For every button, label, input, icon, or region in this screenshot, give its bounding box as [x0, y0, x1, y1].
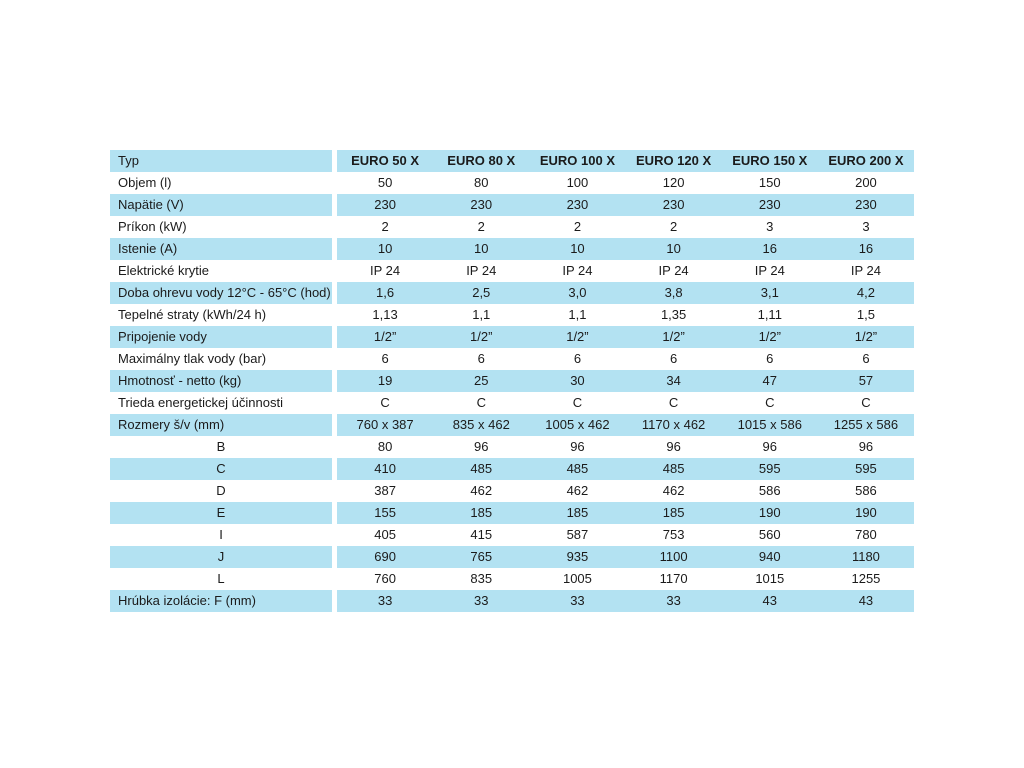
value-cell: 595 [855, 461, 877, 476]
value-cell: 1015 [755, 571, 785, 586]
value-cell: IP 24 [370, 263, 401, 278]
value-cell: 462 [662, 483, 685, 498]
value-cell: 1/2” [470, 329, 493, 344]
values-block [337, 216, 914, 238]
header-row [110, 150, 914, 172]
values-block [337, 348, 914, 370]
header-label: Typ [110, 150, 332, 172]
value-cell: 100 [566, 175, 589, 190]
table-row [110, 260, 914, 282]
table-row [110, 480, 914, 502]
value-cell: 1005 [562, 571, 592, 586]
value-cell: 230 [374, 197, 396, 212]
value-cell: IP 24 [466, 263, 497, 278]
values-block [337, 590, 914, 612]
value-cell: 25 [474, 373, 489, 388]
values-block [337, 392, 914, 414]
row-label: Hrúbka izolácie: F (mm) [110, 590, 332, 612]
value-cell: 3 [766, 219, 774, 234]
value-cell: 1170 x 462 [641, 417, 706, 432]
value-cell: 50 [377, 175, 393, 190]
value-cell: 155 [374, 505, 396, 520]
value-cell: 760 x 387 [356, 417, 414, 432]
value-cell: 560 [758, 527, 781, 542]
table-row [110, 348, 914, 370]
value-cell: 80 [474, 175, 489, 190]
value-cell: 780 [855, 527, 877, 542]
column-header: EURO 80 X [447, 153, 516, 168]
value-cell: 33 [377, 593, 393, 608]
value-cell: 230 [855, 197, 877, 212]
value-cell: 1,11 [757, 307, 782, 322]
value-cell: 940 [758, 549, 781, 564]
value-cell: 1,13 [372, 307, 398, 322]
value-cell: 43 [762, 593, 777, 608]
value-cell: C [861, 395, 871, 410]
value-cell: 462 [566, 483, 589, 498]
value-cell: 30 [570, 373, 585, 388]
values-block [337, 480, 914, 502]
value-cell: 6 [381, 351, 389, 366]
value-cell: 2 [669, 219, 678, 234]
value-cell: 405 [374, 527, 396, 542]
values-block [337, 304, 914, 326]
row-label: Pripojenie vody [110, 326, 332, 348]
value-cell: 3,1 [760, 285, 779, 300]
value-cell: IP 24 [562, 263, 593, 278]
value-cell: 2 [381, 219, 389, 234]
row-label: L [217, 571, 225, 586]
value-cell: C [668, 395, 679, 410]
value-cell: 10 [474, 241, 489, 256]
value-cell: 1170 [659, 571, 688, 586]
table-row [110, 370, 914, 392]
value-cell: 1/2” [854, 329, 878, 344]
value-cell: 230 [758, 197, 781, 212]
value-cell: C [380, 395, 390, 410]
value-cell: 835 [470, 571, 493, 586]
value-cell: 6 [477, 351, 485, 366]
value-cell: 835 x 462 [452, 417, 510, 432]
column-header: EURO 150 X [732, 153, 808, 168]
table-row [110, 238, 914, 260]
value-cell: IP 24 [754, 263, 785, 278]
value-cell: 96 [762, 439, 777, 454]
value-cell: 96 [858, 439, 874, 454]
row-label: B [216, 439, 226, 454]
value-cell: 415 [470, 527, 493, 542]
value-cell: 1180 [851, 549, 880, 564]
value-cell: 19 [377, 373, 393, 388]
column-header: EURO 50 X [351, 153, 420, 168]
value-cell: 96 [666, 439, 681, 454]
row-label: E [110, 502, 332, 524]
value-cell: 10 [377, 241, 393, 256]
table-row [110, 282, 914, 304]
value-cell: 1005 x 462 [545, 417, 610, 432]
row-label: Trieda energetickej účinnosti [118, 395, 283, 410]
table-row [110, 502, 914, 524]
value-cell: 34 [666, 373, 681, 388]
value-cell: 586 [758, 483, 781, 498]
value-cell: 1,1 [472, 307, 491, 322]
table-row [110, 172, 914, 194]
table-row [110, 524, 914, 546]
row-label: Hmotnosť - netto (kg) [110, 370, 332, 392]
table-row [110, 194, 914, 216]
column-header: EURO 120 X [636, 153, 712, 168]
value-cell: 586 [855, 483, 877, 498]
values-block [337, 568, 914, 590]
value-cell: 1/2” [758, 329, 781, 344]
value-cell: 387 [374, 483, 396, 498]
row-label: Istenie (A) [110, 238, 332, 260]
value-cell: 230 [566, 197, 589, 212]
row-label: D [216, 483, 226, 498]
column-header: EURO 100 X [539, 153, 615, 168]
values-block [337, 458, 914, 480]
values-block [337, 194, 914, 216]
value-cell: 200 [855, 175, 877, 190]
value-cell: 190 [758, 505, 781, 520]
value-cell: 760 [374, 571, 396, 586]
value-cell: 2 [477, 219, 485, 234]
value-cell: 1255 x 586 [833, 417, 899, 432]
value-cell: 10 [570, 241, 585, 256]
values-block [337, 238, 914, 260]
value-cell: 185 [566, 505, 589, 520]
column-header: EURO 200 X [828, 153, 904, 168]
value-cell: 587 [566, 527, 589, 542]
value-cell: 690 [374, 549, 396, 564]
row-label: Príkon (kW) [118, 219, 187, 234]
value-cell: C [476, 395, 486, 410]
value-cell: 1015 x 586 [737, 417, 802, 432]
value-cell: 6 [766, 351, 774, 366]
table-row [110, 568, 914, 590]
value-cell: 485 [566, 461, 589, 476]
values-block [337, 502, 914, 524]
values-block [337, 414, 914, 436]
value-cell: 1,5 [856, 307, 875, 322]
values-block [337, 282, 914, 304]
value-cell: 16 [762, 241, 777, 256]
row-label: C [110, 458, 332, 480]
spec-table [110, 150, 914, 612]
value-cell: 190 [855, 505, 877, 520]
value-cell: 230 [470, 197, 493, 212]
table-row [110, 392, 914, 414]
value-cell: 4,2 [856, 285, 875, 300]
row-label: Napätie (V) [110, 194, 332, 216]
table-row [110, 436, 914, 458]
value-cell: 2,5 [472, 285, 491, 300]
row-label: I [219, 527, 223, 542]
value-cell: 47 [762, 373, 777, 388]
value-cell: 1/2” [662, 329, 685, 344]
value-cell: 3,0 [568, 285, 587, 300]
row-label: Maximálny tlak vody (bar) [118, 351, 267, 366]
value-cell: 6 [573, 351, 582, 366]
value-cell: 16 [858, 241, 874, 256]
row-label: Objem (l) [118, 175, 172, 190]
values-block [337, 546, 914, 568]
value-cell: 2 [573, 219, 582, 234]
value-cell: 595 [758, 461, 781, 476]
row-label: Tepelné straty (kWh/24 h) [118, 307, 267, 322]
value-cell: 80 [377, 439, 393, 454]
value-cell: 753 [662, 527, 685, 542]
value-cell: 3,8 [664, 285, 683, 300]
value-cell: 410 [374, 461, 396, 476]
table-row [110, 546, 914, 568]
table-row [110, 326, 914, 348]
value-cell: 1/2” [373, 329, 397, 344]
value-cell: 462 [470, 483, 493, 498]
value-cell: C [572, 395, 583, 410]
table-row [110, 414, 914, 436]
values-block [337, 524, 914, 546]
value-cell: 485 [470, 461, 493, 476]
values-block [337, 326, 914, 348]
value-cell: 96 [474, 439, 489, 454]
value-cell: 1,6 [376, 285, 395, 300]
value-cell: 33 [666, 593, 681, 608]
value-cell: 6 [862, 351, 870, 366]
value-cell: 1,1 [568, 307, 587, 322]
table-row [110, 458, 914, 480]
value-cell: 33 [474, 593, 489, 608]
value-cell: 185 [470, 505, 493, 520]
row-label: Elektrické krytie [118, 263, 210, 278]
value-cell: 185 [662, 505, 685, 520]
table-row [110, 216, 914, 238]
value-cell: 765 [470, 549, 493, 564]
value-cell: 1/2” [566, 329, 589, 344]
value-cell: IP 24 [658, 263, 689, 278]
values-block [337, 436, 914, 458]
row-label: J [110, 546, 332, 568]
value-cell: 96 [570, 439, 585, 454]
table-row [110, 590, 914, 612]
value-cell: 1,35 [660, 307, 687, 322]
table-row [110, 304, 914, 326]
values-block [337, 150, 914, 172]
value-cell: 485 [662, 461, 685, 476]
value-cell: 57 [858, 373, 874, 388]
row-label: Rozmery š/v (mm) [110, 414, 332, 436]
values-block [337, 260, 914, 282]
value-cell: 6 [669, 351, 678, 366]
value-cell: IP 24 [850, 263, 881, 278]
value-cell: 230 [662, 197, 685, 212]
value-cell: 120 [662, 175, 685, 190]
value-cell: 150 [758, 175, 781, 190]
value-cell: C [765, 395, 775, 410]
values-block [337, 172, 914, 194]
value-cell: 1100 [659, 549, 688, 564]
value-cell: 1255 [851, 571, 881, 586]
row-label: Doba ohrevu vody 12°C - 65°C (hod) [110, 282, 332, 304]
value-cell: 33 [570, 593, 585, 608]
values-block [337, 370, 914, 392]
value-cell: 3 [862, 219, 870, 234]
value-cell: 10 [666, 241, 681, 256]
value-cell: 935 [566, 549, 589, 564]
value-cell: 43 [858, 593, 874, 608]
